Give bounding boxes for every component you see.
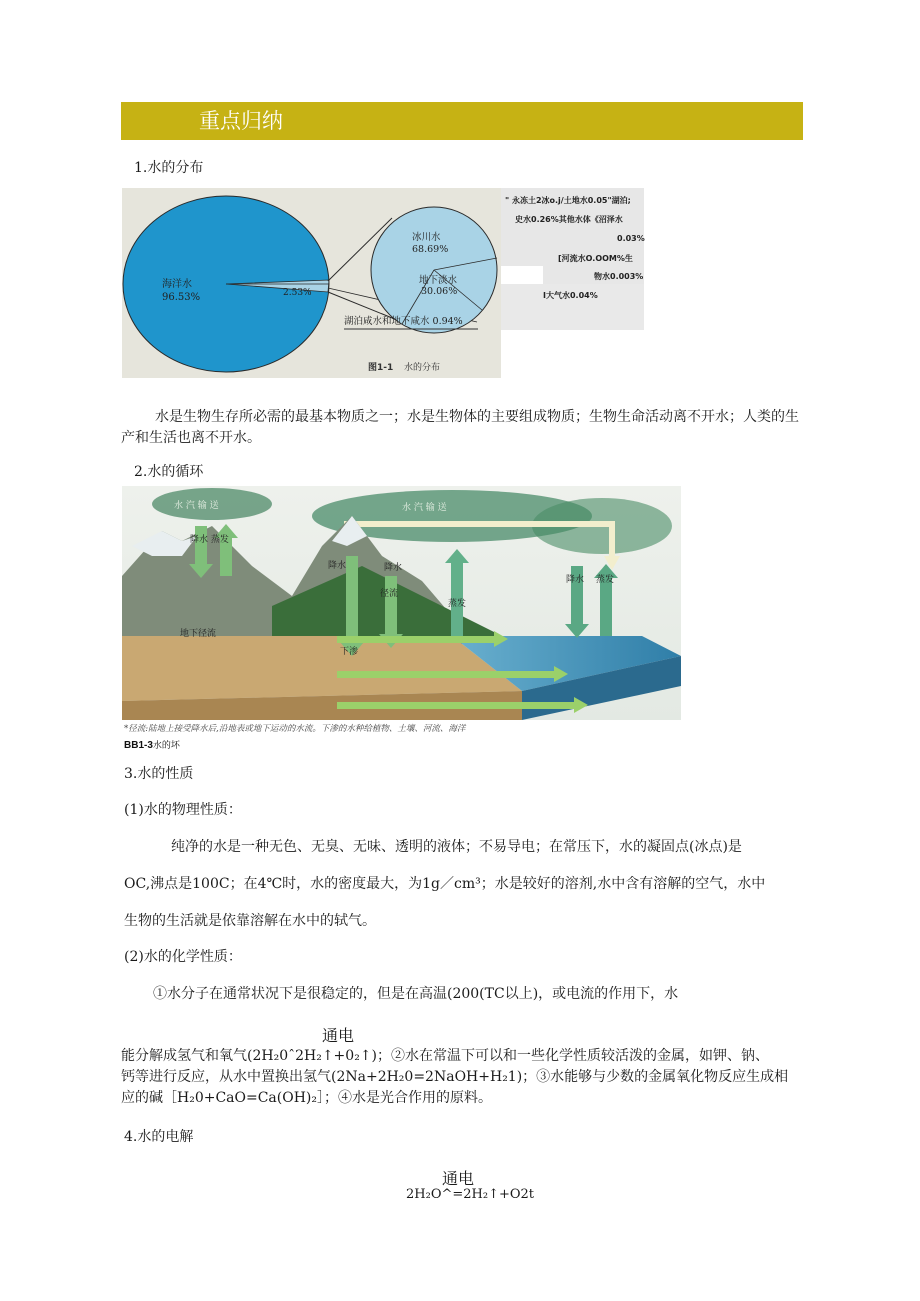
table-row-4b: 物水0.003% bbox=[594, 272, 644, 281]
table-row-4a: [河流水O.OOM%生 bbox=[558, 254, 633, 263]
electrolysis-equation: 2H₂O^=2H₂↑+O2t bbox=[406, 1187, 535, 1202]
svg-text:蒸发: 蒸发 bbox=[448, 599, 467, 609]
physical-line-3: 生物的生活就是依靠溶解在水中的轼气。 bbox=[124, 913, 376, 929]
table-row-3: 0.03% bbox=[617, 234, 645, 243]
table-row-1: " 永冻土2冰o.j/土地水0.05"湖泊; bbox=[505, 196, 631, 205]
ground-label: 地下淡水 bbox=[419, 275, 458, 286]
svg-text:降水: 降水 bbox=[566, 575, 585, 585]
water-distribution-figure bbox=[122, 188, 501, 378]
svg-text:水 汽 输 送: 水 汽 输 送 bbox=[174, 501, 219, 511]
section-heading-distribution: 1.水的分布 bbox=[134, 160, 204, 176]
ground-value: 30.06% bbox=[421, 286, 458, 297]
svg-text:降水 蒸发: 降水 蒸发 bbox=[190, 535, 229, 545]
figure-caption-number: 图1-1 bbox=[368, 363, 394, 373]
glacier-label: 冰川水 bbox=[412, 232, 441, 243]
glacier-value: 68.69% bbox=[412, 244, 449, 255]
cycle-caption-number: BB1-3 bbox=[124, 740, 153, 751]
svg-text:地下径流: 地下径流 bbox=[180, 629, 217, 639]
page-title: 重点归纳 bbox=[199, 109, 283, 133]
svg-text:蒸发: 蒸发 bbox=[596, 575, 615, 585]
svg-text:下渗: 下渗 bbox=[340, 647, 359, 657]
distribution-pie-chart bbox=[122, 188, 501, 378]
table-row-2: 史水0.26%其他水体《沼泽水 bbox=[515, 215, 623, 224]
chemical-line-1: ①水分子在通常状况下是很稳定的，但是在高温(200(TC以上)，或电流的作用下，水 bbox=[153, 986, 679, 1002]
svg-text:降水: 降水 bbox=[384, 563, 403, 573]
section-heading-electrolysis: 4.水的电解 bbox=[124, 1129, 194, 1145]
svg-text:水 汽 输 送: 水 汽 输 送 bbox=[402, 503, 447, 513]
table-row-5: I大气水0.04% bbox=[543, 291, 598, 300]
figure-caption-text: 水的分布 bbox=[404, 363, 441, 373]
slice-value: 2.53% bbox=[283, 288, 312, 298]
cycle-footnote: *径流:陆地上接受降水后,沿地表或地下运动的水流。下渗的水种给植物、土壤、河流、海洋 bbox=[124, 724, 466, 734]
chemical-line-2: 能分解成氢气和氧气(2H₂0ˆ2H₂↑+0₂↑)；②水在常温下可以和一些化学性质较活泼的金属，如钾、钠、 bbox=[121, 1048, 769, 1064]
svg-text:径流: 径流 bbox=[380, 589, 399, 599]
condition-label-1: 通电 bbox=[322, 1026, 355, 1045]
ocean-label: 海洋水 bbox=[162, 279, 192, 290]
water-cycle-figure bbox=[122, 486, 681, 720]
saltwater-note: 湖泊咸水和地下咸水 0.94% bbox=[344, 316, 463, 327]
chemical-line-3: 钙等进行反应，从水中置换出氢气(2Na+2H₂0=2NaOH+H₂1)；③水能够与少数的金属氧化物反应生成相 bbox=[121, 1069, 789, 1085]
physical-properties-heading: (1)水的物理性质： bbox=[124, 802, 242, 818]
physical-line-1: 纯净的水是一种无色、无臭、无味、透明的液体；不易导电；在常压下，水的凝固点(冰点)是 bbox=[171, 839, 742, 855]
water-cycle-diagram bbox=[122, 486, 681, 720]
ocean-value: 96.53% bbox=[162, 292, 201, 303]
cycle-caption bbox=[124, 738, 180, 751]
chemical-properties-heading: (2)水的化学性质： bbox=[124, 949, 242, 965]
section-heading-cycle: 2.水的循环 bbox=[134, 464, 204, 480]
distribution-paragraph: 水是生物生存所必需的最基本物质之一；水是生物体的主要组成物质；生物生命活动离不开水；人类的生产和生活也离不开水。 bbox=[121, 409, 799, 446]
section-heading-properties: 3.水的性质 bbox=[124, 766, 194, 782]
physical-line-2: OC,沸点是100C；在4℃时，水的密度最大，为1g／cm³；水是较好的溶剂,水中含有溶解的空气，水中 bbox=[124, 876, 766, 892]
cycle-caption-text: 水的坏 bbox=[152, 741, 180, 751]
svg-text:降水: 降水 bbox=[328, 561, 347, 571]
condition-label-2: 通电 bbox=[442, 1169, 475, 1188]
chemical-line-4: 应的碱［H₂0+CaO=Ca(OH)₂］；④水是光合作用的原料。 bbox=[121, 1090, 493, 1106]
